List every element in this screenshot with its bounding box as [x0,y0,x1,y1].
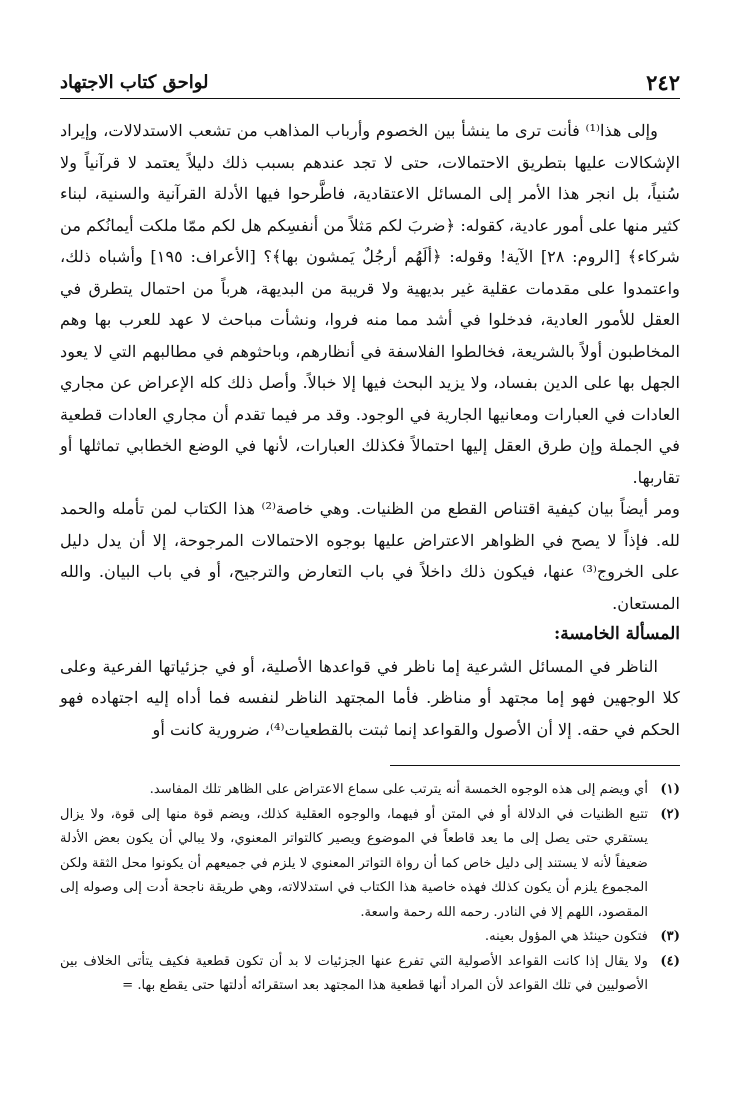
footnote-text: تتبع الظنيات في الدلالة أو في المتن أو فيهما، والوجوه العقلية كذلك، ويضم قوة منها إلى قوة، ولا يزال يستقري حتى يصل إلى ما يعد قاطعاً في الموضوع ويصير كالتواتر المعنوي، ولا يبالي أن يكون بعض الأدلة ضعيفاً لأنه لا يستند إلى دليل خاص كما أن رواة التواتر المعنوي لا يلزم في جميعهم أن يكونوا محل الثقة ولكن المجموع يلزم أن يكون كذلك فهذه خاصية هذا الكتاب في استدلالاته، وهي طريقة ناجحة أدت إلى وصوله إلى المقصود، اللهم إلا في النادر. رحمه الله رحمة واسعة. [60,806,648,920]
footnote-4 [60,950,680,999]
main-text [60,115,680,745]
paragraph-2: ومر أيضاً بيان كيفية اقتناص القطع من الظنيات. وهي خاصة⁽²⁾ هذا الكتاب لمن تأمله والحمد لله. فإذاً لا يصح في الظواهر الاعتراض عليها بوجوه الاحتمالات المرجوحة، إلا أن يدل دليل على الخروج⁽³⁾ عنها، فيكون ذلك داخلاً في باب التعارض والترجيح، أو في باب البيان. والله المستعان. [60,499,680,613]
footnote-3 [60,925,680,950]
footnote-text: فتكون حينئذ هي المؤول بعينه. [484,929,648,944]
footnote-text: ولا يقال إذا كانت القواعد الأصولية التي تفرع عنها الجزئيات لا بد أن تكون قطعية فكيف يتأتى الخلاف بين الأصوليين في تلك القواعد لأن المراد أنها قطعية هذا المجتهد بعد استقرائه أدلتها حتى يقطع بها. = [60,953,648,993]
footnote-number: (٢) [660,806,680,822]
running-title: لواحق كتاب الاجتهاد [60,72,209,93]
paragraph-1: وإلى هذا⁽¹⁾ فأنت ترى ما ينشأ بين الخصوم وأرباب المذاهب من تشعب الاستدلالات، وإيراد الإشكالات عليها بتطريق الاحتمالات، حتى لا تجد عندهم بسبب ذلك دليلاً يعتمد لا قرآنياً ولا سُنياً، بل انجر هذا الأمر إلى المسائل الاعتقادية، فاطَّرحوا فيها الأدلة القرآنية والسنية، لبناء كثير منها على أمور عادية، كقوله: ﴿ضربَ لكم مَثلاً من أنفسِكم هل لكم ممّا ملكت أيمانُكم من شركاء﴾ [الروم: ٢٨] الآية! وقوله: ﴿ألَهُم أرجُلٌ يَمشون بها﴾؟ [الأعراف: ١٩٥] وأشباه ذلك، واعتمدوا على مقدمات عقلية غير بديهية ولا قريبة من البديهة، هرباً من احتمال يتطرق في العقل للأمور العادية، فدخلوا في أشد مما منه فروا، ونشأت مباحث لا عهد للعرب بها وهم المخاطبون أولاً بالشريعة، فخالطوا الفلاسفة في أنظارهم، وباحثوهم في مطالبهم التي لا يعود الجهل بها على الدين بفساد، ولا يزيد البحث فيها إلا خبالاً. وأصل ذلك كله الإعراض عن مجاري العادات في العبارات ومعانيها الجارية في الوجود. وقد مر فيما تقدم أن مجاري العادات قطعية في الجملة وإن طرق العقل إليها احتمالاً فكذلك العبارات، لأنها في الوضع الخطابي تماثلها أو تقاربها. [60,121,680,487]
footnote-2 [60,803,680,926]
footnote-1 [60,778,680,803]
footnote-text: أي ويضم إلى هذه الوجوه الخمسة أنه يترتب على سماع الاعتراض على الظاهر تلك المفاسد. [149,782,648,797]
footnote-divider [390,765,680,766]
footnotes [60,778,680,999]
paragraph-3: الناظر في المسائل الشرعية إما ناظر في قواعدها الأصلية، أو في جزئياتها الفرعية وعلى كلا الوجهين فهو إما مجتهد أو مناظر. فأما المجتهد الناظر لنفسه فما أداه إليه اجتهاده فهو الحكم في حقه. إلا أن الأصول والقواعد إنما ثبتت بالقطعيات⁽⁴⁾، ضرورية كانت أو [60,656,680,739]
section-heading: المسألة الخامسة: [553,624,680,644]
footnote-number: (٤) [660,953,680,969]
book-page [60,72,680,999]
page-number: ٢٤٢ [646,70,680,95]
footnote-number: (١) [660,782,680,797]
running-header [60,72,680,99]
footnote-number: (٣) [660,929,680,944]
